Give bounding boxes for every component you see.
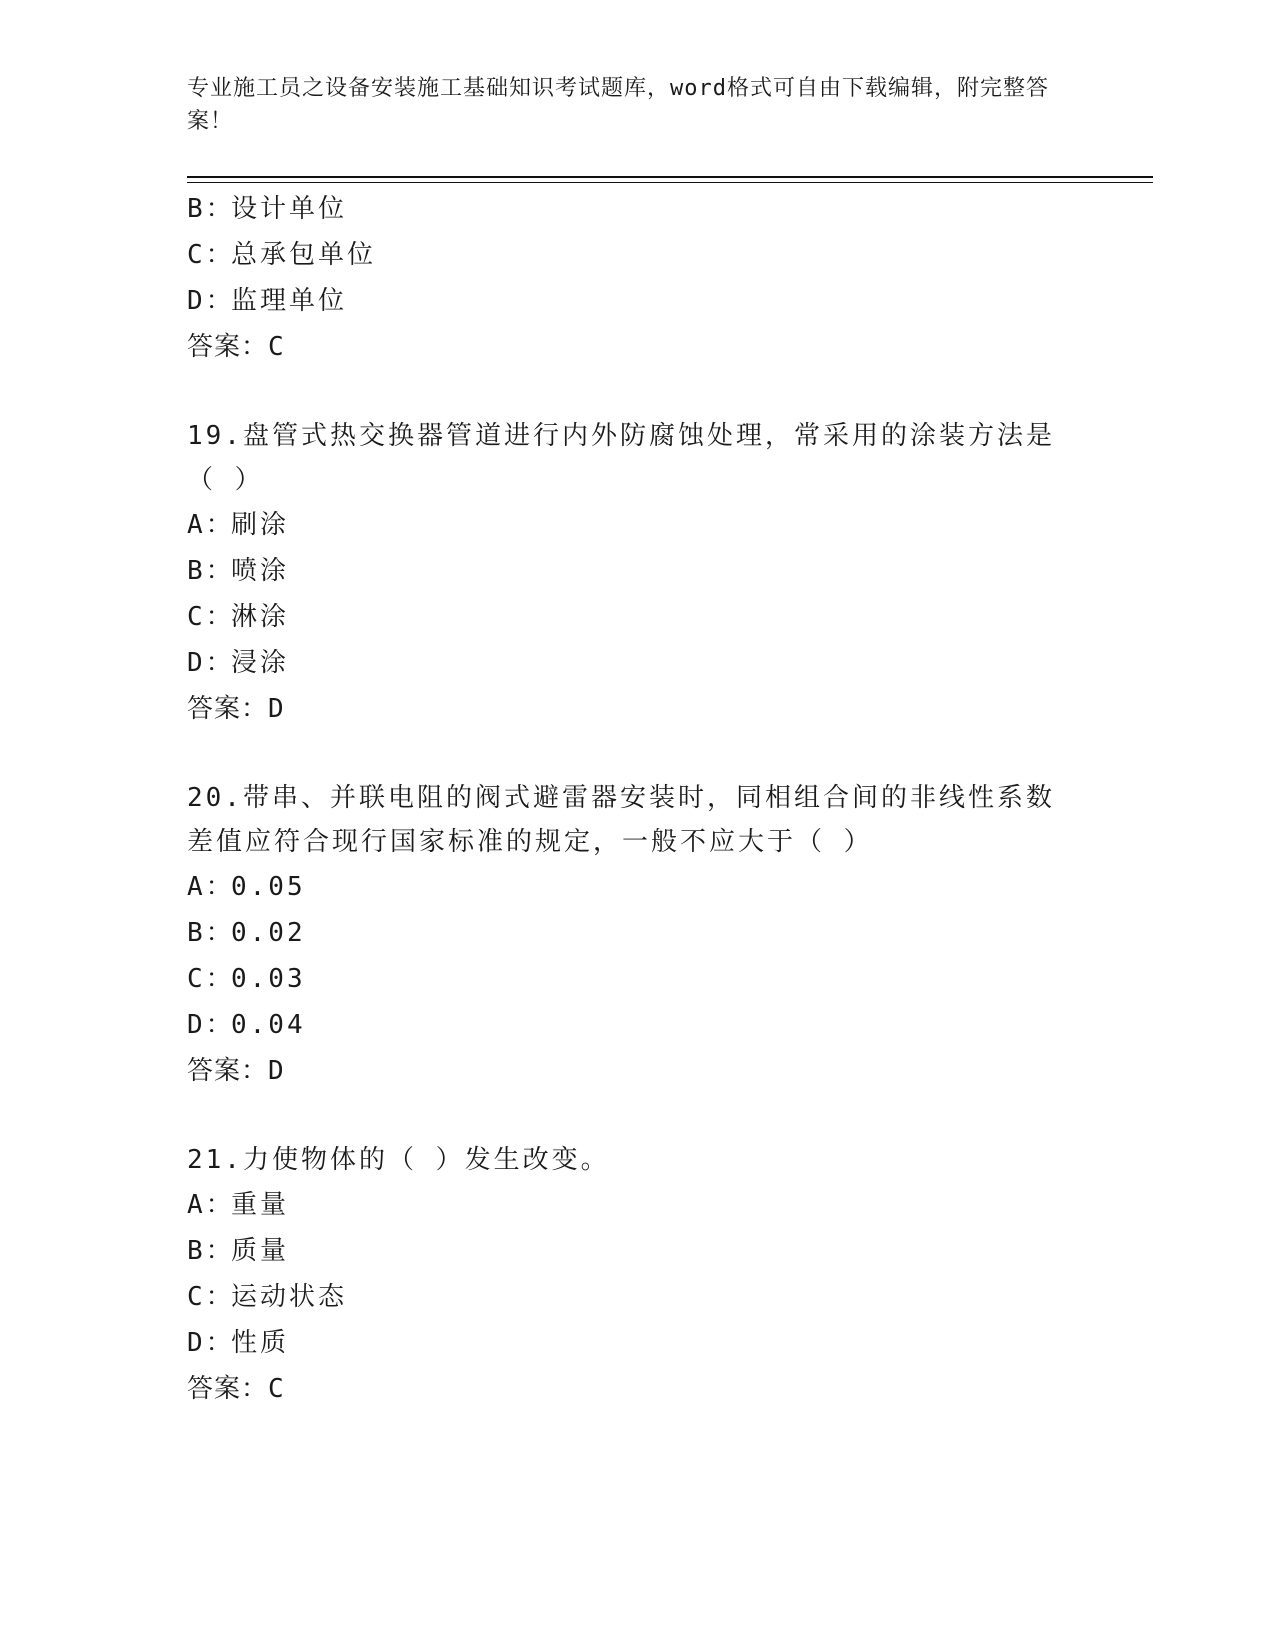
option-text: 质量 [231,1236,290,1266]
option-b [187,1228,1087,1274]
option-c [187,956,1087,1002]
question-text: 21.力使物体的（ ）发生改变。 [187,1145,610,1175]
option-key: C： [187,1282,235,1312]
option-key: B： [187,556,235,586]
option-key: A： [187,510,235,540]
question-19 [187,414,1087,732]
question-text: 19.盘管式热交换器管道进行内外防腐蚀处理，常采用的涂装方法是（ ） [187,421,1055,495]
question-18-continuation [187,186,1087,370]
header-rule-thick [187,176,1153,178]
option-key: D： [187,648,235,678]
option-key: A： [187,1190,235,1220]
answer-line [187,1366,1087,1412]
option-text: 刷涂 [231,510,290,540]
document-header: 专业施工员之设备安装施工基础知识考试题库，word格式可自由下载编辑，附完整答案！ [187,76,1049,134]
option-text: 性质 [231,1328,290,1358]
question-text: 20.带串、并联电阻的阀式避雷器安装时，同相组合间的非线性系数差值应符合现行国家标准的规定，一般不应大于（ ） [187,783,1055,857]
option-d [187,1320,1087,1366]
answer-line [187,686,1087,732]
option-d [187,1002,1087,1048]
option-a [187,864,1087,910]
option-c [187,594,1087,640]
option-a [187,502,1087,548]
answer-label: 答案： [187,1374,269,1404]
option-key: D： [187,286,235,316]
answer-value: D [268,1056,285,1086]
option-text: 喷涂 [231,556,290,586]
option-key: B： [187,194,235,224]
option-text: 0.04 [231,1010,306,1040]
option-text: 运动状态 [231,1282,348,1312]
option-c [187,1274,1087,1320]
option-b [187,186,1087,232]
option-c [187,232,1087,278]
option-text: 重量 [231,1190,290,1220]
option-text: 0.03 [231,964,306,994]
option-text: 0.05 [231,872,306,902]
document-content [187,186,1087,1412]
option-text: 设计单位 [231,194,348,224]
option-a [187,1182,1087,1228]
option-key: C： [187,240,235,270]
option-key: C： [187,602,235,632]
option-text: 总承包单位 [231,240,377,270]
option-key: B： [187,1236,235,1266]
option-text: 0.02 [231,918,306,948]
option-d [187,278,1087,324]
answer-value: C [268,332,285,362]
option-text: 浸涂 [231,648,290,678]
option-b [187,910,1087,956]
option-text: 淋涂 [231,602,290,632]
option-key: D： [187,1010,235,1040]
option-key: A： [187,872,235,902]
option-d [187,640,1087,686]
option-key: C： [187,964,235,994]
option-key: B： [187,918,235,948]
header-rule-thin [187,182,1153,183]
answer-line [187,1048,1087,1094]
option-text: 监理单位 [231,286,348,316]
option-b [187,548,1087,594]
answer-label: 答案： [187,694,269,724]
answer-value: D [268,694,285,724]
answer-line [187,324,1087,370]
answer-value: C [268,1374,285,1404]
answer-label: 答案： [187,1056,269,1086]
answer-label: 答案： [187,332,269,362]
question-21 [187,1138,1087,1412]
question-20 [187,776,1087,1094]
option-key: D： [187,1328,235,1358]
